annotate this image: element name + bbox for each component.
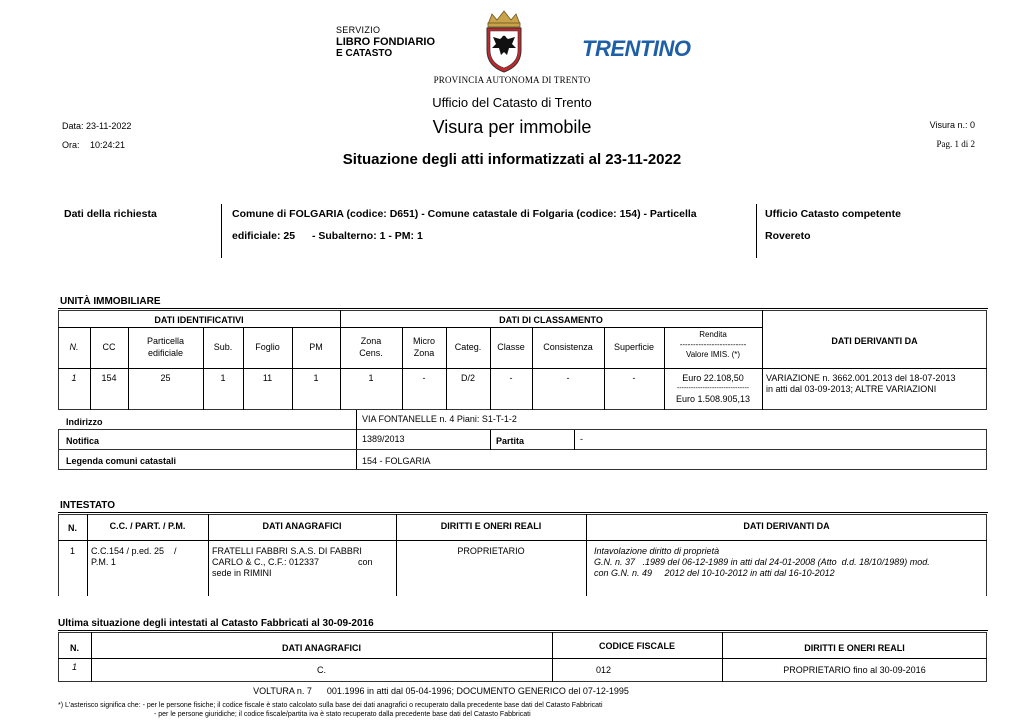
group-classamento: DATI DI CLASSAMENTO bbox=[499, 315, 603, 325]
richiesta-divider-right bbox=[756, 204, 757, 258]
provincia-label: PROVINCIA AUTONOMA DI TRENTO bbox=[433, 75, 591, 85]
row-micro: - bbox=[422, 373, 426, 383]
richiesta-label: Dati della richiesta bbox=[64, 208, 157, 220]
row-derivanti bbox=[766, 373, 986, 395]
servizio-line3: E CATASTO bbox=[336, 48, 393, 59]
col-n: N. bbox=[69, 342, 79, 352]
row-derivanti-2: in atti dal 03-09-2013; ALTRE VARIAZIONI bbox=[766, 384, 937, 394]
indirizzo-value: VIA FONTANELLE n. 4 Piani: S1-T-1-2 bbox=[362, 414, 517, 424]
ult-row-codice: 012 bbox=[596, 665, 612, 675]
row-rendita-value: Euro 22.108,50 bbox=[682, 373, 744, 383]
int-row-cc-2: P.M. 1 bbox=[91, 557, 116, 567]
row-foglio: 11 bbox=[262, 373, 273, 383]
row-cc: 154 bbox=[101, 373, 117, 383]
legenda-value: 154 - FOLGARIA bbox=[362, 456, 431, 466]
ult-row-n: 1 bbox=[71, 662, 77, 672]
int-col-cc: C.C. / PART. / P.M. bbox=[109, 521, 186, 531]
row-superficie: - bbox=[632, 373, 636, 383]
col-rendita-sep: ------------------------- bbox=[679, 340, 747, 349]
trentino-logo: TRENTINO bbox=[582, 36, 691, 61]
col-categ: Categ. bbox=[454, 342, 482, 352]
print-time-label: Ora: bbox=[62, 140, 80, 150]
col-superficie: Superficie bbox=[613, 342, 655, 352]
col-rendita-label: Rendita bbox=[699, 330, 727, 339]
servizio-line2: LIBRO FONDIARIO bbox=[336, 36, 435, 48]
int-row-der-2: G.N. n. 37 .1989 del 06-12-1989 in atti dal 24-01-2008 (Atto d.d. 18/10/1989) mod. bbox=[594, 557, 930, 567]
footnote-line2: - per le persone giuridiche; il codice fiscale/partita iva è stato recuperato dalla precedente base dati del Catasto Fabbricati bbox=[154, 711, 531, 718]
print-time bbox=[62, 140, 125, 150]
int-row-diritti: PROPRIETARIO bbox=[457, 546, 525, 556]
unita-table bbox=[58, 310, 987, 410]
int-row-anag-1: FRATELLI FABBRI S.A.S. DI FABBRI bbox=[212, 546, 362, 556]
richiesta-divider-left bbox=[221, 204, 222, 258]
ufficio-title: Ufficio del Catasto di Trento bbox=[432, 95, 592, 110]
col-micro-2: Zona bbox=[413, 348, 435, 358]
row-particella: 25 bbox=[160, 373, 171, 383]
int-col-derivanti: DATI DERIVANTI DA bbox=[743, 521, 830, 531]
int-row-anag-3: sede in RIMINI bbox=[212, 568, 272, 578]
col-particella-2: edificiale bbox=[147, 348, 184, 358]
row-categ: D/2 bbox=[460, 373, 475, 383]
voltura-line: VOLTURA n. 7 001.1996 in atti dal 05-04-1996; DOCUMENTO GENERICO del 07-12-1995 bbox=[253, 686, 629, 696]
ult-row-anag: C. bbox=[317, 665, 326, 675]
int-row-cc bbox=[91, 546, 206, 568]
col-foglio: Foglio bbox=[255, 342, 280, 352]
footnote-line1: *) L'asterisco significa che: - per le persone fisiche; il codice fiscale è stato calcolato sulla base dei dati anagrafici o recuperato dalla precedente base dati del Catasto Fabbricati bbox=[58, 702, 603, 709]
int-col-n: N. bbox=[68, 523, 77, 533]
page-number: Pag. 1 di 2 bbox=[936, 139, 975, 149]
ult-col-anagrafici: DATI ANAGRAFICI bbox=[282, 643, 361, 653]
row-imis-value: Euro 1.508.905,13 bbox=[675, 394, 751, 404]
int-row-derivanti bbox=[594, 546, 984, 579]
print-date: Data: 23-11-2022 bbox=[62, 121, 132, 131]
ult-col-n: N. bbox=[70, 643, 79, 653]
col-sub: Sub. bbox=[213, 342, 233, 352]
row-zona: 1 bbox=[368, 373, 374, 383]
col-zona-1: Zona bbox=[360, 336, 382, 346]
legenda-label: Legenda comuni catastali bbox=[66, 456, 177, 466]
col-pm: PM bbox=[309, 342, 323, 352]
row-classe: - bbox=[509, 373, 513, 383]
ult-row-diritti: PROPRIETARIO fino al 30-09-2016 bbox=[783, 665, 926, 675]
row-derivanti-1: VARIAZIONE n. 3662.001.2013 del 18-07-2013 bbox=[766, 373, 956, 383]
footnote bbox=[58, 701, 988, 719]
col-particella bbox=[128, 335, 203, 359]
int-col-anagrafici: DATI ANAGRAFICI bbox=[262, 521, 342, 531]
richiesta-line1: Comune di FOLGARIA (codice: D651) - Comune catastale di Folgaria (codice: 154) - Particella bbox=[232, 208, 697, 220]
notifica-label: Notifica bbox=[66, 436, 100, 446]
int-col-diritti: DIRITTI E ONERI REALI bbox=[440, 521, 542, 531]
group-derivanti: DATI DERIVANTI DA bbox=[831, 336, 918, 346]
ult-col-codice: CODICE FISCALE bbox=[598, 641, 675, 651]
col-micro bbox=[402, 335, 446, 359]
servizio-logo bbox=[336, 24, 452, 60]
row-sub: 1 bbox=[220, 373, 226, 383]
servizio-line1: SERVIZIO bbox=[336, 25, 381, 35]
ult-col-diritti: DIRITTI E ONERI REALI bbox=[804, 643, 905, 653]
int-row-der-1: Intavolazione diritto di proprietà bbox=[594, 546, 720, 556]
col-micro-1: Micro bbox=[413, 336, 435, 346]
col-cc: CC bbox=[102, 342, 116, 352]
int-row-anag-2b: con bbox=[358, 557, 373, 567]
page-subtitle: Situazione degli atti informatizzati al 23-11-2022 bbox=[342, 151, 682, 168]
print-time-value: 10:24:21 bbox=[90, 140, 126, 150]
richiesta-line2-a: edificiale: 25 bbox=[232, 230, 296, 242]
ufficio-competente-value: Rovereto bbox=[765, 230, 811, 242]
row-pm: 1 bbox=[313, 373, 319, 383]
row-consistenza: - bbox=[566, 373, 570, 383]
ultima-section-title: Ultima situazione degli intestati al Catasto Fabbricati al 30-09-2016 bbox=[58, 618, 374, 629]
col-particella-1: Particella bbox=[146, 336, 184, 346]
row-rendita bbox=[664, 372, 762, 406]
row-rendita-sep: ------------------------------- bbox=[676, 385, 750, 392]
partita-value: - bbox=[580, 434, 583, 444]
col-consistenza: Consistenza bbox=[543, 342, 593, 352]
int-row-n: 1 bbox=[69, 546, 75, 556]
notifica-value: 1389/2013 bbox=[362, 434, 405, 444]
richiesta-line2-b: - Subalterno: 1 - PM: 1 bbox=[311, 230, 423, 242]
unita-section-title: UNITÀ IMMOBILIARE bbox=[60, 296, 161, 307]
indirizzo-box bbox=[58, 410, 987, 430]
legenda-box bbox=[58, 450, 987, 470]
ufficio-competente-label: Ufficio Catasto competente bbox=[765, 208, 901, 220]
col-zona bbox=[340, 335, 402, 359]
int-row-anag-2a: CARLO & C., C.F.: 012337 bbox=[212, 557, 320, 567]
intestato-section-title: INTESTATO bbox=[60, 500, 115, 511]
page-title: Visura per immobile bbox=[432, 117, 592, 137]
col-rendita bbox=[664, 330, 762, 360]
unita-section-rule bbox=[58, 308, 988, 309]
col-classe: Classe bbox=[497, 342, 525, 352]
coat-of-arms-icon bbox=[478, 8, 530, 74]
int-row-anag-2 bbox=[212, 557, 394, 568]
int-row-anagrafici bbox=[212, 546, 394, 579]
col-zona-2: Cens. bbox=[359, 348, 383, 358]
richiesta-line2 bbox=[232, 230, 423, 242]
row-n: 1 bbox=[71, 373, 77, 383]
group-identificativi: DATI IDENTIFICATIVI bbox=[154, 315, 244, 325]
indirizzo-label: Indirizzo bbox=[66, 417, 103, 427]
col-imis-label: Valore IMIS. (*) bbox=[685, 350, 741, 359]
partita-label: Partita bbox=[496, 436, 525, 446]
int-row-der-3: con G.N. n. 49 2012 del 10-10-2012 in atti dal 16-10-2012 bbox=[594, 568, 835, 578]
visura-number: Visura n.: 0 bbox=[929, 120, 975, 130]
int-row-cc-1: C.C.154 / p.ed. 25 / bbox=[91, 546, 177, 556]
